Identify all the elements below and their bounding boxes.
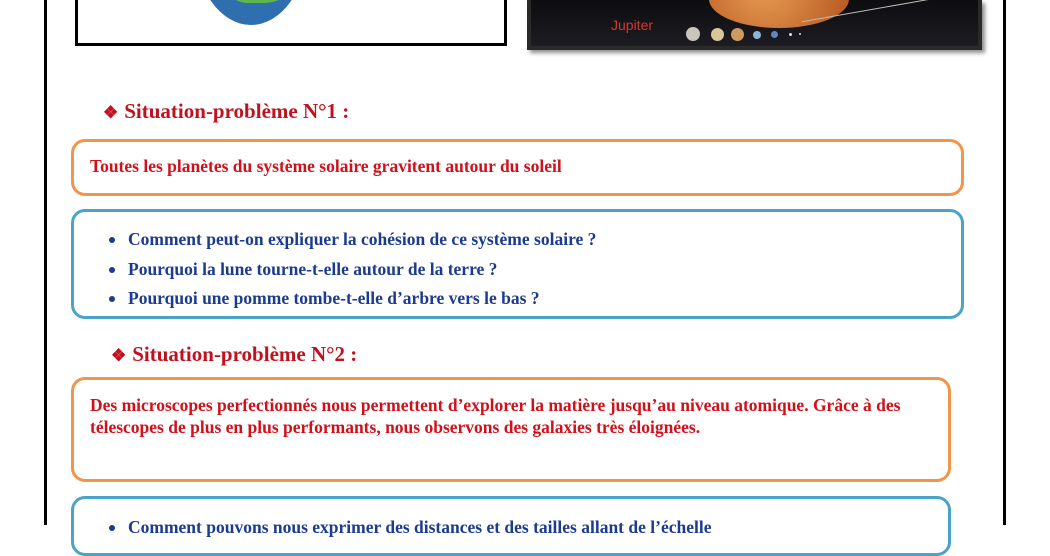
planet-dot [799, 33, 801, 35]
earth-continent [231, 0, 291, 3]
page-border-right [1003, 0, 1006, 525]
planet-dot [789, 33, 792, 36]
situation-1-statement: Toutes les planètes du système solaire gravitent autour du soleil [90, 156, 562, 176]
jupiter-illustration [709, 0, 849, 28]
situation-1-title: Situation-problème N°1 : [124, 99, 350, 123]
list-item: Pourquoi une pomme tombe-t-elle d’arbre vers le bas ? [106, 284, 596, 314]
situation-2-statement: Des microscopes perfectionnés nous permettent d’explorer la matière jusqu’au niveau atomique. Grâce à des télescopes de plus en plus performants, nous observons des galaxies très éloignées. [90, 395, 901, 437]
situation-1-question-list [106, 225, 596, 314]
diamond-ornament-icon: ❖ [103, 103, 119, 122]
situation-2-heading [111, 342, 357, 367]
planet-dot [771, 31, 778, 38]
list-item: Comment peut-on expliquer la cohésion de ce système solaire ? [106, 225, 596, 255]
planet-dot [711, 28, 724, 41]
planet-dot [753, 31, 761, 39]
diamond-ornament-icon: ❖ [111, 346, 127, 365]
list-item: Comment pouvons nous exprimer des distances et des tailles allant de l’échelle [106, 513, 711, 543]
jupiter-label: Jupiter [611, 17, 654, 33]
situation-2-question-list [106, 513, 711, 543]
situation-1-questions-box [71, 209, 964, 319]
planet-dot [731, 28, 744, 41]
planet-dot [686, 27, 700, 41]
earth-image-frame [75, 0, 507, 46]
list-item: Pourquoi la lune tourne-t-elle autour de la terre ? [106, 255, 596, 285]
situation-2-statement-box [71, 377, 951, 482]
solar-system-image-frame [527, 0, 982, 50]
situation-2-title: Situation-problème N°2 : [132, 342, 358, 366]
page-border-left [44, 0, 47, 525]
situation-1-heading [103, 99, 349, 124]
earth-illustration [195, 0, 307, 25]
situation-1-statement-box [71, 139, 964, 196]
situation-2-questions-box [71, 496, 951, 556]
